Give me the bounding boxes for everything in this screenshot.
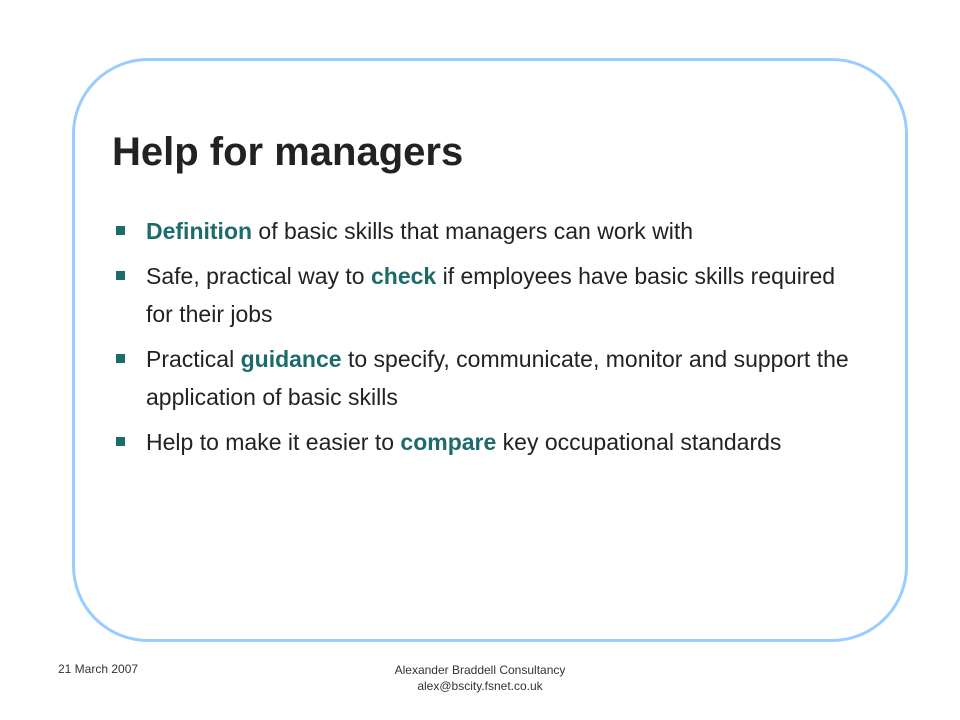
bullet-text-pre: Safe, practical way to bbox=[146, 263, 371, 289]
bullet-item bbox=[112, 340, 852, 416]
footer-date: 21 March 2007 bbox=[58, 662, 139, 676]
bullet-text-post: key occupational standards bbox=[496, 429, 782, 455]
footer-organization-name: Alexander Braddell Consultancy bbox=[394, 663, 566, 677]
bullet-text-pre: Help to make it easier to bbox=[146, 429, 401, 455]
square-bullet-icon bbox=[116, 437, 125, 446]
bullet-text-pre: Practical bbox=[146, 346, 241, 372]
square-bullet-icon bbox=[116, 354, 125, 363]
slide-title: Help for managers bbox=[112, 130, 464, 174]
bullet-keyword: guidance bbox=[240, 346, 342, 372]
bullet-keyword: check bbox=[371, 263, 437, 289]
bullet-item bbox=[112, 423, 852, 461]
bullet-text-post: if employees have basic skills required for their jobs bbox=[146, 263, 836, 327]
square-bullet-icon bbox=[116, 271, 125, 280]
bullet-keyword: compare bbox=[400, 429, 497, 455]
bullet-list bbox=[112, 212, 852, 468]
footer-email: alex@bscity.fsnet.co.uk bbox=[417, 679, 543, 693]
footer-organization bbox=[330, 662, 630, 694]
bullet-text-post: to specify, communicate, monitor and support the application of basic skills bbox=[146, 346, 849, 410]
bullet-item bbox=[112, 212, 852, 250]
bullet-text-post: of basic skills that managers can work with bbox=[252, 218, 694, 244]
bullet-keyword: Definition bbox=[146, 218, 253, 244]
bullet-item bbox=[112, 257, 852, 333]
square-bullet-icon bbox=[116, 226, 125, 235]
